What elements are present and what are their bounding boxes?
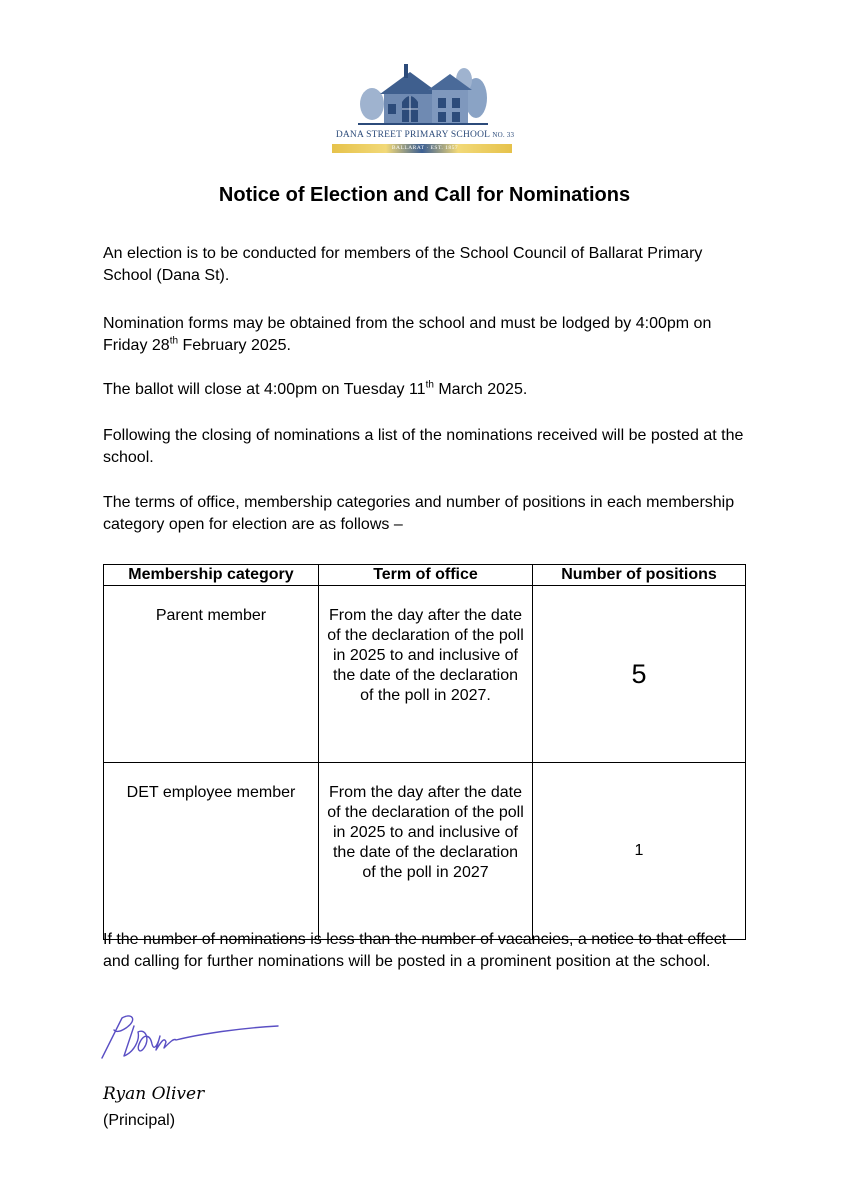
- cell-term: From the day after the date of the declaration of the poll in 2025 to and inclusive of the date of the declaration of the poll in 2027.: [319, 586, 533, 763]
- logo-subtitle: BALLARAT · EST. 1857: [391, 145, 459, 151]
- cell-positions: 5: [533, 586, 746, 763]
- table-header-row: [104, 565, 746, 586]
- logo-school-name-text: DANA STREET PRIMARY SCHOOL: [335, 130, 490, 140]
- paragraph-ballot-close-text: The ballot will close at 4:00pm on Tuesday 11: [103, 381, 426, 398]
- cell-positions: 1: [533, 763, 746, 940]
- signature-image: [100, 1010, 290, 1065]
- paragraph-nomination-forms-date: February 2025.: [178, 337, 291, 354]
- signatory-role: (Principal): [103, 1112, 176, 1129]
- table-row: [104, 763, 746, 940]
- page-title: Notice of Election and Call for Nominations: [218, 184, 631, 206]
- date-suffix: th: [169, 335, 179, 347]
- paragraph-terms-intro: The terms of office, membership categories and number of positions in each membership category open for election are as follows –: [103, 494, 735, 533]
- cell-category: Parent member: [104, 586, 319, 763]
- paragraph-nominations-list: Following the closing of nominations a list of the nominations received will be posted at the school.: [103, 427, 744, 466]
- paragraph-election-intro: An election is to be conducted for members of the School Council of Ballarat Primary School (Dana St).: [103, 245, 703, 284]
- date-suffix: th: [425, 379, 434, 391]
- cell-category: DET employee member: [104, 763, 319, 940]
- signatory-name: Ryan Oliver: [103, 1084, 205, 1104]
- paragraph-nomination-forms-text: Nomination forms may be obtained from the school and must be lodged by 4:00pm on Friday 28: [103, 315, 712, 354]
- header-membership-category: Membership category: [104, 565, 319, 586]
- positions-table: [103, 564, 746, 940]
- paragraph-ballot-close-date: March 2025.: [433, 381, 528, 398]
- cell-term: From the day after the date of the declaration of the poll in 2025 to and inclusive of the date of the declaration of the poll in 2027: [319, 763, 533, 940]
- school-logo: [330, 64, 520, 154]
- paragraph-ballot-close: [103, 379, 753, 401]
- table-row: [104, 586, 746, 763]
- school-building-icon: [358, 64, 488, 128]
- paragraph-nomination-forms: [103, 313, 753, 357]
- logo-school-name: [330, 130, 520, 140]
- header-term-of-office: Term of office: [319, 565, 533, 586]
- paragraph-vacancies: If the number of nominations is less than the number of vacancies, a notice to that effect and calling for further nominations will be posted in a prominent position at the school.: [103, 931, 727, 970]
- logo-school-no: NO. 33: [492, 131, 515, 139]
- header-number-of-positions: Number of positions: [533, 565, 746, 586]
